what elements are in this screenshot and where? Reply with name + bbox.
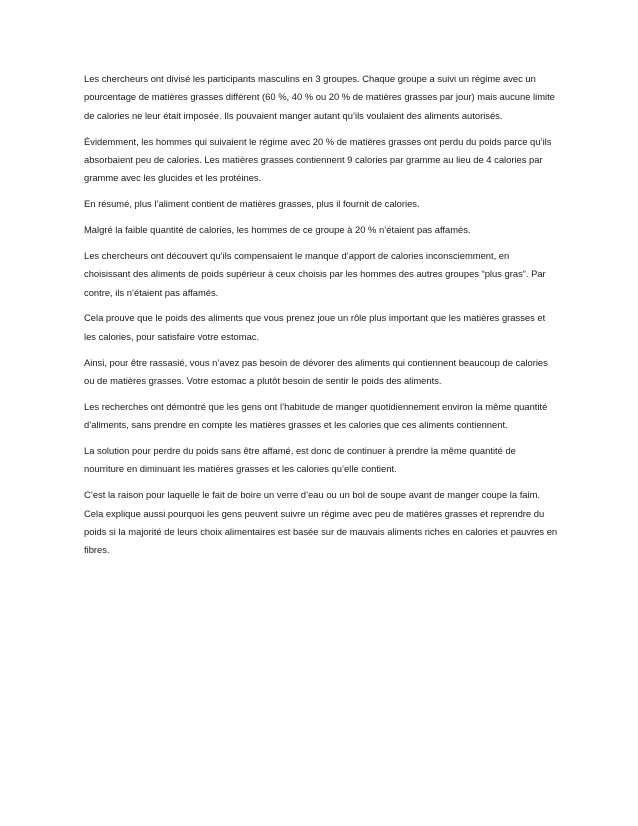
paragraph-6: Cela prouve que le poids des aliments que vous prenez joue un rôle plus important que les matières grasses et les calories, pour satisfaire votre estomac. <box>84 312 546 342</box>
paragraph-2: Évidemment, les hommes qui suivaient le régime avec 20 % de matières grasses ont perdu du poids parce qu’ils absorbaient peu de calories. Les matières grasses contiennent 9 calories par gramme au lieu de 4 calories par gramme avec les glucides et les protéines. <box>84 135 552 184</box>
paragraph-8: Les recherches ont démontré que les gens ont l’habitude de manger quotidiennement environ la même quantité d’aliments, sans prendre en compte les matières grasses et les calories que ces aliments contiennent. <box>84 400 548 431</box>
paragraph-1: Les chercheurs ont divisé les participants masculins en 3 groupes. Chaque groupe a suivi un régime avec un pourcentage de matières grasses différent (60 %, 40 % ou 20 % de matières grasses par jour) mais aucune limite de calories ne leur était imposée. Ils pouvaient manger autant qu’ils voulaient des aliments autorisés. <box>84 73 555 121</box>
paragraph-9: La solution pour perdre du poids sans être affamé, est donc de continuer à prendre la même quantité de nourriture en diminuant les matières grasses et les calories qu’elle contient. <box>84 445 516 475</box>
paragraph-3: En résumé, plus l’aliment contient de matières grasses, plus il fournit de calories. <box>84 198 420 210</box>
document-body <box>84 70 558 567</box>
paragraph-5: Les chercheurs ont découvert qu’ils compensaient le manque d’apport de calories inconsciemment, en choisissant des aliments de poids supérieur à ceux choisis par les hommes des autres groupes “plus gras”. Par contre, ils n’étaient pas affamés. <box>84 249 546 298</box>
paragraph-7: Ainsi, pour être rassasié, vous n’avez pas besoin de dévorer des aliments qui contiennent beaucoup de calories ou de matières grasses. Votre estomac a plutôt besoin de sentir le poids des aliments. <box>84 356 548 387</box>
paragraph-10: C’est la raison pour laquelle le fait de boire un verre d’eau ou un bol de soupe avant de manger coupe la faim. Cela explique aussi pourquoi les gens peuvent suivre un régime avec peu de matières grasses et reprendre du poids si la majorité de leurs choix alimentaires est basée sur de mauvais aliments riches en calories et pauvres en fibres. <box>84 489 558 556</box>
paragraph-4: Malgré la faible quantité de calories, les hommes de ce groupe à 20 % n’étaient pas affamés. <box>84 224 471 236</box>
